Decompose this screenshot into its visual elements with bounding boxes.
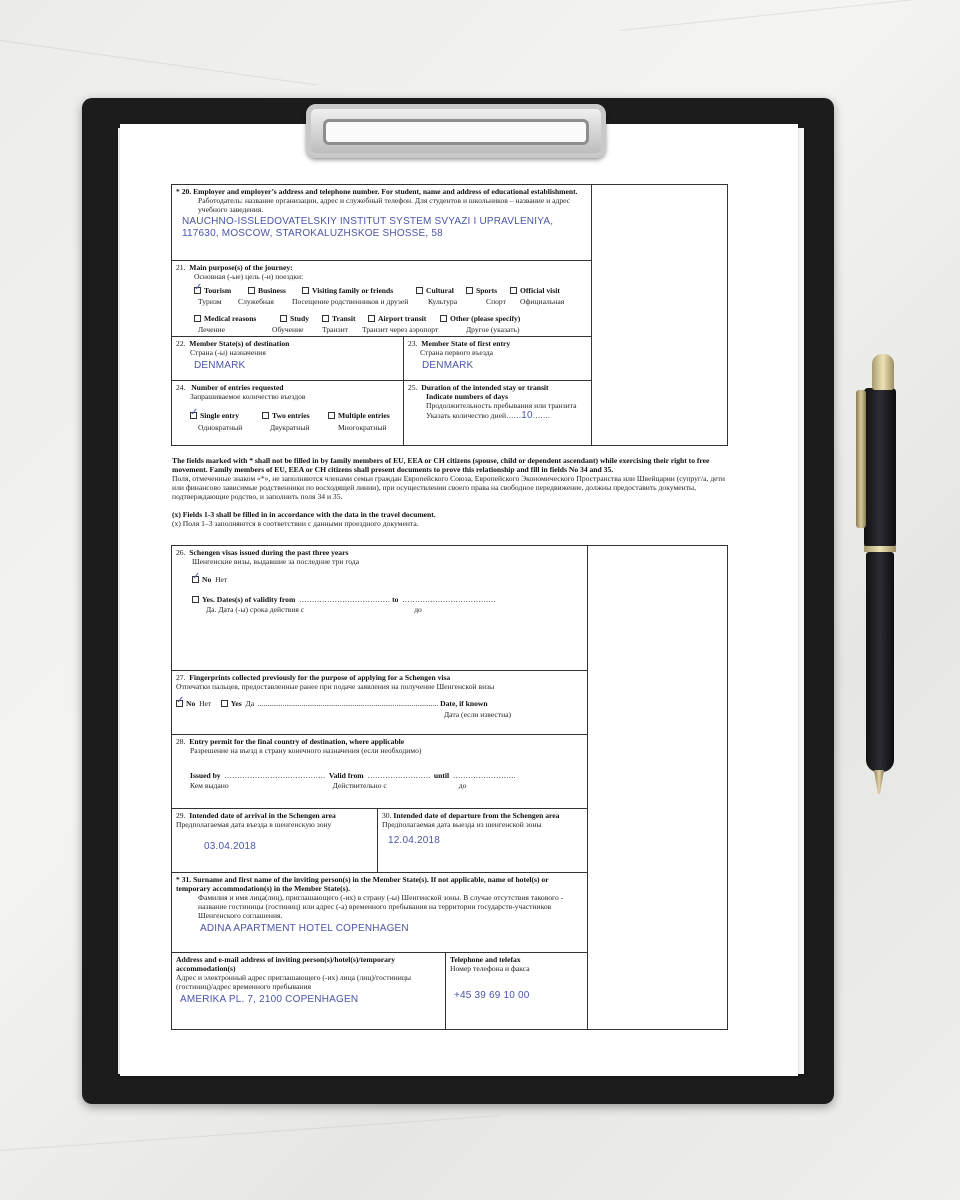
visas-no-label: No	[202, 575, 212, 585]
checkbox-multiple-entries[interactable]	[328, 412, 335, 419]
option-transit-label: Transit	[332, 314, 356, 324]
field-23-title: Member State of first entry	[421, 339, 511, 348]
option-multiple-entries-label: Multiple entries	[338, 411, 390, 421]
checkbox-transit[interactable]	[322, 315, 329, 322]
field-25-days-label: Указать количество дней……	[426, 411, 522, 421]
field-31-ru: Фамилия и имя лица(лиц), приглашающего (-их) в страну (-ы) Шенгенской зоны. В случае отсутствия такового - название гостиницы (гостиниц) или адрес (-а) временного пребывания на территории государств-участников Шенгенского соглашения.	[198, 893, 564, 921]
field-21-ru: Основная (-ые) цель (-и) поездки:	[194, 272, 304, 282]
field-21-num: 21.	[176, 263, 186, 272]
field-27-ru: Отпечатки пальцев, предоставленные ранее при подаче заявления на получение Шенгенской визы	[176, 682, 495, 692]
option-single-entry-label: Single entry	[200, 411, 240, 421]
field-25	[404, 381, 590, 445]
clipboard-clip	[306, 104, 606, 158]
marble-vein	[620, 0, 958, 31]
option-tourism-label: Tourism	[204, 286, 232, 296]
field-25-title: Duration of the intended stay or transit	[421, 383, 549, 392]
field-21	[172, 261, 590, 335]
field-20	[172, 185, 590, 259]
phone-value[interactable]: +45 39 69 10 00	[454, 990, 530, 1002]
permit-issued-label: Issued by	[190, 771, 221, 781]
pen-tip	[874, 770, 884, 794]
option-business-ru: Служебная	[238, 297, 274, 307]
field-31	[172, 873, 586, 951]
visas-to-dots: ……………………………….	[402, 595, 496, 605]
field-22-num: 22.	[176, 339, 186, 348]
phone-ru: Номер телефона и факса	[450, 964, 530, 974]
field-25-days-suffix: …….	[532, 411, 550, 421]
option-visiting-ru: Посещение родственников и друзей	[292, 297, 409, 307]
option-medical-ru: Лечение	[198, 325, 225, 335]
permit-valid-dots: …………………….	[367, 771, 431, 781]
permit-until-label: until	[433, 771, 450, 781]
field-29-num: 29.	[176, 811, 186, 820]
marble-vein	[0, 40, 317, 86]
field-30-num: 30.	[382, 811, 392, 820]
field-20-value-1[interactable]: NAUCHNO-ISSLEDOVATELSKIY INSTITUT SYSTEM SVYAZI I UPRAVLENIYA,	[182, 216, 554, 228]
field-31-value[interactable]: ADINA APARTMENT HOTEL COPENHAGEN	[200, 922, 409, 934]
address-value[interactable]: AMERIKA PL. 7, 2100 COPENHAGEN	[180, 994, 359, 1006]
fingerprints-no-label: No	[186, 699, 196, 709]
field-29-value[interactable]: 03.04.2018	[204, 841, 257, 853]
checkbox-cultural[interactable]	[416, 287, 423, 294]
option-two-entries-ru: Двукратный	[270, 423, 310, 433]
checkbox-visiting[interactable]	[302, 287, 309, 294]
permit-until-ru: до	[458, 781, 467, 791]
option-official-ru: Официальная	[520, 297, 565, 307]
field-24-ru: Запрашиваемое количество въездов	[190, 392, 306, 402]
field-phone	[446, 953, 586, 1029]
checkbox-official[interactable]	[510, 287, 517, 294]
pen-cap	[872, 354, 894, 390]
field-27-title: Fingerprints collected previously for the purpose of applying for a Schengen visa	[189, 673, 451, 682]
checkbox-medical[interactable]	[194, 315, 201, 322]
field-27-num: 27.	[176, 673, 186, 682]
field-28-num: 28.	[176, 737, 186, 746]
field-29-ru: Предполагаемая дата въезда в шенгенскую зону	[176, 820, 332, 830]
fingerprints-yes-label: Yes	[230, 699, 242, 709]
checkbox-fingerprints-no[interactable]	[176, 700, 183, 707]
field-22-ru: Страна (-ы) назначения	[190, 348, 266, 358]
field-25-ru: Продолжительность пребывания или транзита	[426, 401, 577, 411]
fingerprints-no-ru: Нет	[199, 699, 212, 709]
checkbox-visas-yes[interactable]	[192, 596, 199, 603]
field-31-title: * 31. Surname and first name of the inviting person(s) in the Member State(s). If not applicable, name of hotel(s) or temporary accommodation(s) in the Member State(s).	[176, 875, 549, 894]
pen-icon	[864, 388, 896, 548]
field-28-ru: Разрешение на въезд в страну конечного назначения (если необходимо)	[190, 746, 422, 756]
visas-from-dots: ………………………………	[299, 595, 391, 605]
notice-ru: Поля, отмеченные знаком «*», не заполняются членами семьи граждан Европейского Союза, Европейского Экономического Пространства или Швейцарии (супруг/а, дети или финансово зависимые родственники по восходящей линии), при осуществлении своего права на свободное передвижение, должны предоставить документы, подтверждающие родство, и заполнить поля 34 и 35.	[172, 474, 725, 502]
field-30-ru: Предполагаемая дата выезда из шенгенской зоны	[382, 820, 542, 830]
notice-block	[172, 456, 732, 528]
fingerprints-date-label: Date, if known	[440, 699, 488, 709]
field-24-num: 24.	[176, 383, 186, 392]
permit-valid-label: Valid from	[328, 771, 364, 781]
option-cultural-ru: Культура	[428, 297, 458, 307]
option-medical-label: Medical reasons	[204, 314, 257, 324]
field-28-title: Entry permit for the final country of destination, where applicable	[189, 737, 405, 746]
option-cultural-label: Cultural	[426, 286, 454, 296]
field-20-title: * 20. Employer and employer’s address and telephone number. For student, name and address of educational establishment.	[176, 187, 578, 196]
field-22-title: Member State(s) of destination	[189, 339, 290, 348]
option-official-label: Official visit	[520, 286, 560, 296]
field-22	[172, 337, 402, 379]
address-ru: Адрес и электронный адрес приглашающего (-их) лица (лиц)/гостиницы (гостиниц)/адрес временного пребывания	[176, 973, 411, 992]
field-address	[172, 953, 444, 1029]
visas-yes-ru: Да. Дата (-ы) срока действия с	[206, 605, 305, 615]
field-28	[172, 735, 586, 807]
option-sports-label: Sports	[476, 286, 498, 296]
address-title: Address and e-mail address of inviting person(s)/hotel(s)/temporary accommodation(s)	[176, 955, 396, 974]
visas-to-label: to	[392, 595, 399, 605]
option-airport-transit-label: Airport transit	[378, 314, 427, 324]
option-single-entry-ru: Однократный	[198, 423, 243, 433]
fingerprints-yes-ru: Да	[245, 699, 255, 709]
pen-barrel	[866, 552, 894, 772]
field-20-value-2[interactable]: 117630, MOSCOW, STAROKALUZHSKOE SHOSSE, 58	[182, 228, 443, 240]
field-21-title: Main purpose(s) of the journey:	[189, 263, 293, 272]
checkbox-tourism[interactable]	[194, 287, 201, 294]
field-30-value[interactable]: 12.04.2018	[388, 835, 441, 847]
field-23-ru: Страна первого въезда	[420, 348, 493, 358]
field-20-ru: Работодатель: название организации, адрес и служебный телефон. Для студентов и школьников – название и адрес учебного заведения.	[198, 196, 571, 215]
fingerprints-dots: ...............................................................................................	[257, 699, 439, 709]
visas-no-ru: Нет	[215, 575, 228, 585]
checkbox-two-entries[interactable]	[262, 412, 269, 419]
fields-note-en: (x) Fields 1-3 shall be filled in in accordance with the data in the travel document.	[172, 509, 436, 519]
checkbox-fingerprints-yes[interactable]	[221, 700, 228, 707]
field-26-num: 26.	[176, 548, 186, 557]
option-study-label: Study	[290, 314, 309, 324]
phone-title: Telephone and telefax	[450, 955, 521, 964]
field-30	[378, 809, 586, 871]
option-other-label: Other (please specify)	[450, 314, 521, 324]
option-multiple-entries-ru: Многократный	[338, 423, 387, 433]
field-29-title: Intended date of arrival in the Schengen area	[189, 811, 336, 820]
option-other-ru: Другое (указать)	[466, 325, 520, 335]
field-26	[172, 546, 586, 669]
option-study-ru: Обучение	[272, 325, 304, 335]
field-22-value[interactable]: DENMARK	[194, 360, 246, 372]
field-25-value[interactable]: 10	[521, 410, 533, 422]
visas-yes-label: Yes. Dates(s) of validity from	[202, 595, 296, 605]
checkbox-visas-no[interactable]	[192, 576, 199, 583]
field-27	[172, 671, 586, 733]
pen-clip	[856, 390, 866, 528]
checkbox-business[interactable]	[248, 287, 255, 294]
permit-valid-ru: Действительно с	[332, 781, 387, 791]
checkbox-single-entry[interactable]	[190, 412, 197, 419]
notice-en: The fields marked with * shall not be filled in by family members of EU, EEA or CH citizens (spouse, child or dependent ascendant) while exercising their right to free movement. Family members of EU, EEA or CH citizens shall present documents to prove this relationship and fill in fields No 34 and 35.	[172, 456, 710, 475]
option-tourism-ru: Туризм	[198, 297, 222, 307]
field-26-title: Schengen visas issued during the past three years	[189, 548, 349, 557]
field-24	[172, 381, 402, 445]
checkbox-sports[interactable]	[466, 287, 473, 294]
permit-issued-dots: ………………………………….	[224, 771, 326, 781]
checkbox-study[interactable]	[280, 315, 287, 322]
fingerprints-date-ru: Дата (если известна)	[444, 710, 512, 720]
field-23	[404, 337, 590, 379]
field-25-num: 25.	[408, 383, 418, 392]
field-26-ru: Шенгенские визы, выдавшие за последние три года	[192, 557, 360, 567]
field-30-title: Intended date of departure from the Schengen area	[393, 811, 560, 820]
visas-to-ru: до	[414, 605, 422, 615]
option-two-entries-label: Two entries	[272, 411, 310, 421]
checkbox-airport-transit[interactable]	[368, 315, 375, 322]
permit-issued-ru: Кем выдано	[190, 781, 229, 791]
field-23-num: 23.	[408, 339, 418, 348]
checkbox-other[interactable]	[440, 315, 447, 322]
field-29	[172, 809, 376, 871]
option-business-label: Business	[258, 286, 286, 296]
field-23-value[interactable]: DENMARK	[422, 360, 474, 372]
option-sports-ru: Спорт	[486, 297, 506, 307]
option-transit-ru: Транзит	[322, 325, 348, 335]
fields-note-ru: (x) Поля 1–3 заполняются в соответствии с данными проездного документа.	[172, 518, 419, 528]
permit-until-dots: …………………….	[452, 771, 516, 781]
option-airport-transit-ru: Транзит через аэропорт	[362, 325, 439, 335]
field-24-title: Number of entries requested	[191, 383, 284, 392]
field-25-title2: Indicate numbers of days	[426, 392, 509, 402]
marble-vein	[0, 1115, 499, 1151]
option-visiting-label: Visiting family or friends	[312, 286, 394, 296]
